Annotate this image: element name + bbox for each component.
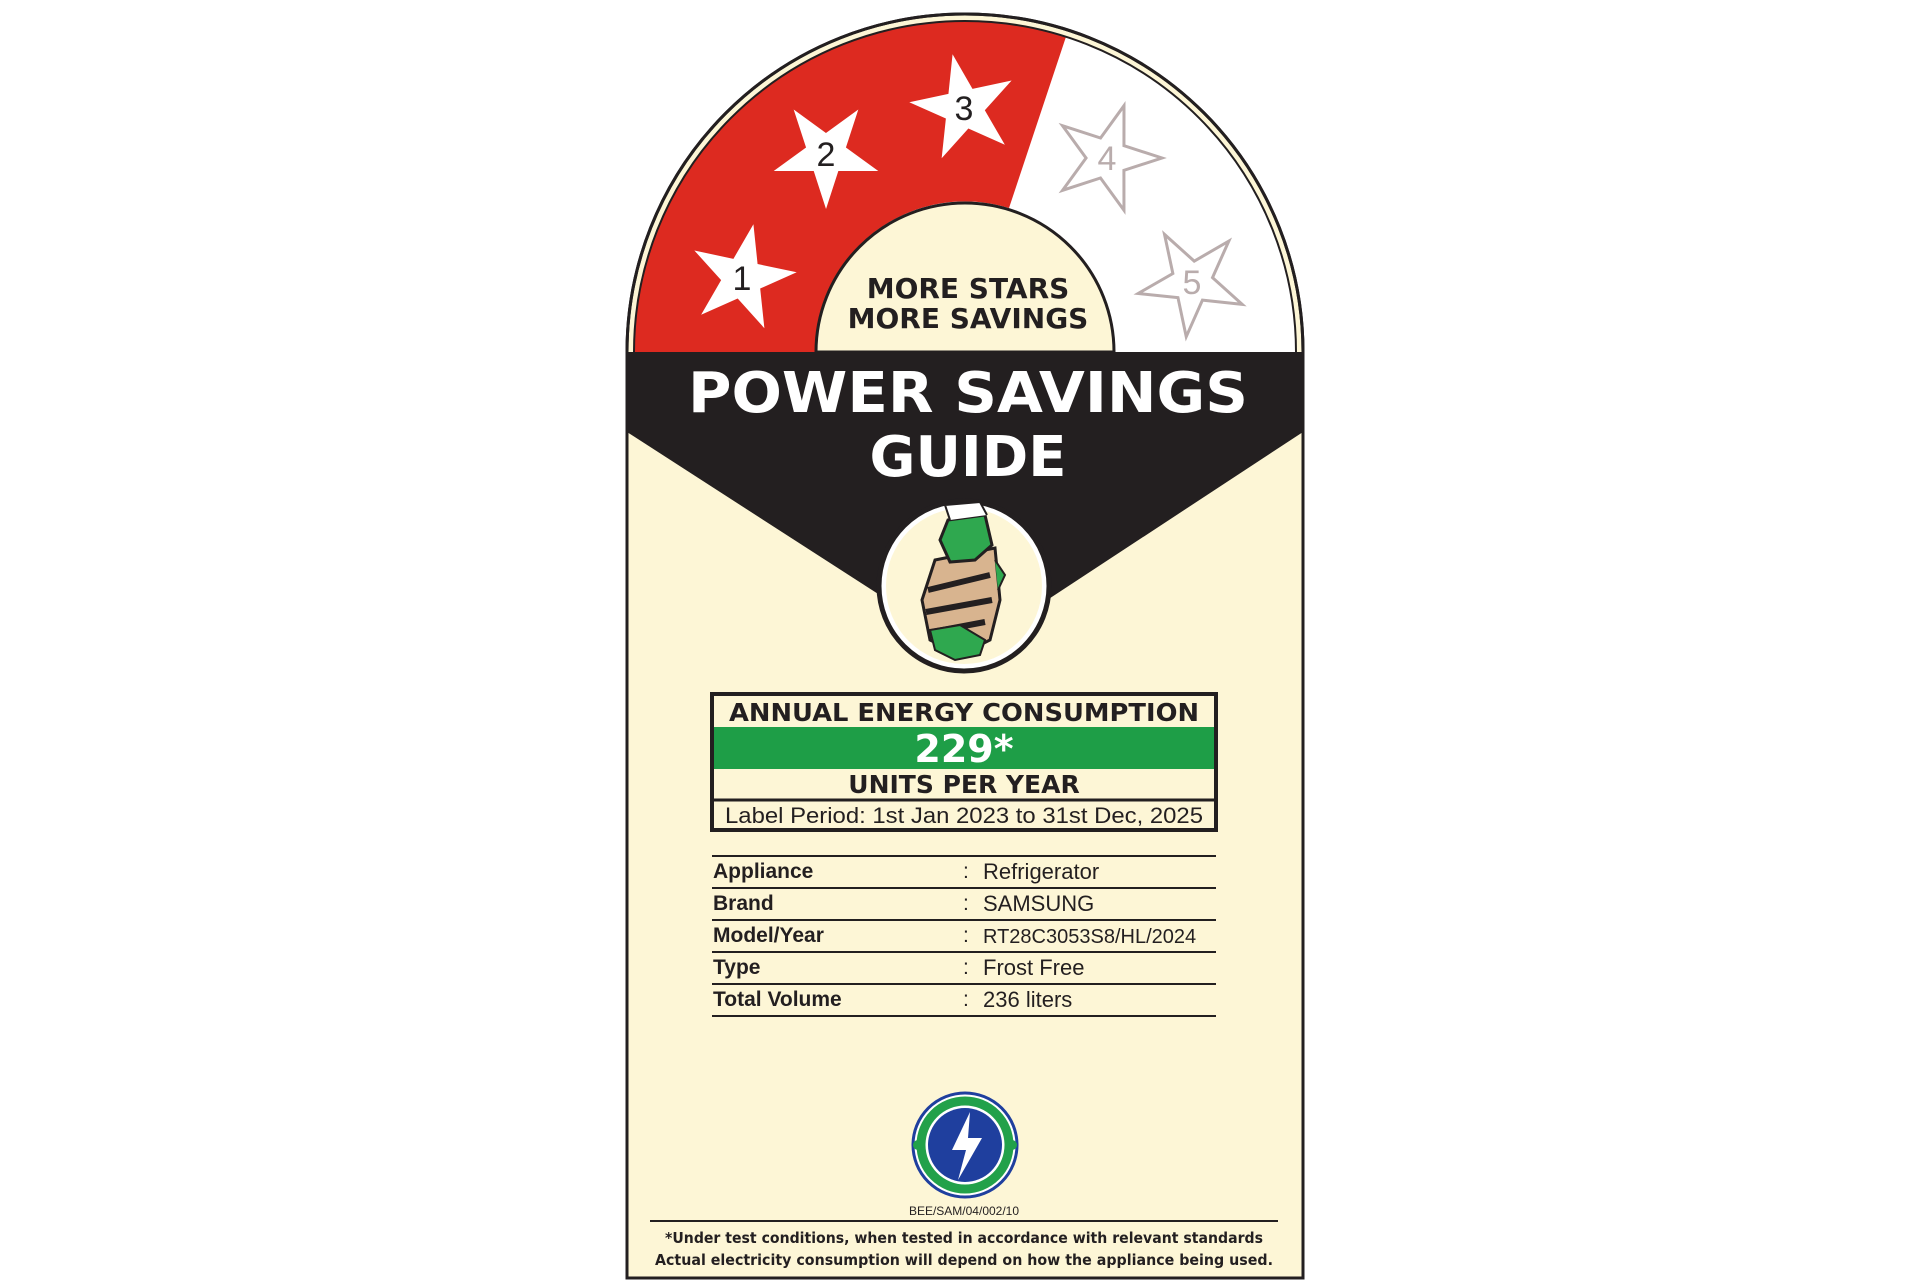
reference-code: BEE/SAM/04/002/10 bbox=[908, 1204, 1020, 1218]
footnote-line1: *Under test conditions, when tested in accordance with relevant standards bbox=[665, 1229, 1264, 1247]
star-3-label: 3 bbox=[954, 90, 974, 128]
title-line1: POWER SAVINGS bbox=[688, 361, 1248, 426]
energy-consumption-box bbox=[712, 694, 1216, 830]
spec-value-brand: SAMSUNG bbox=[983, 891, 1095, 916]
spec-value-total-volume: 236 liters bbox=[983, 987, 1073, 1012]
energy-heading: ANNUAL ENERGY CONSUMPTION bbox=[729, 698, 1199, 727]
star-4-label: 4 bbox=[1097, 140, 1117, 178]
spec-value-model-year: RT28C3053S8/HL/2024 bbox=[983, 926, 1197, 948]
tagline-line2: MORE SAVINGS bbox=[847, 302, 1089, 335]
mascot-emblem-icon bbox=[879, 501, 1049, 671]
spec-sep-total-volume: : bbox=[963, 988, 969, 1011]
spec-sep-type: : bbox=[963, 956, 969, 979]
star-5-label: 5 bbox=[1182, 264, 1202, 302]
spec-key-appliance: Appliance bbox=[713, 860, 814, 883]
energy-units: UNITS PER YEAR bbox=[848, 770, 1080, 799]
spec-key-total-volume: Total Volume bbox=[713, 988, 842, 1011]
title-line2: GUIDE bbox=[869, 425, 1067, 490]
tagline-line1: MORE STARS bbox=[866, 272, 1070, 305]
spec-key-brand: Brand bbox=[713, 892, 774, 915]
spec-key-type: Type bbox=[713, 956, 761, 979]
spec-key-model-year: Model/Year bbox=[713, 924, 824, 947]
spec-sep-brand: : bbox=[963, 892, 969, 915]
star-2-label: 2 bbox=[816, 136, 836, 174]
spec-sep-model-year: : bbox=[963, 924, 969, 947]
star-1-label: 1 bbox=[732, 260, 752, 298]
label-period: Label Period: 1st Jan 2023 to 31st Dec, 2025 bbox=[725, 803, 1203, 828]
spec-value-type: Frost Free bbox=[983, 955, 1085, 980]
bee-logo-icon bbox=[913, 1093, 1017, 1197]
energy-value: 229* bbox=[914, 727, 1014, 771]
spec-value-appliance: Refrigerator bbox=[983, 859, 1100, 884]
spec-sep-appliance: : bbox=[963, 860, 969, 883]
footnote-line2: Actual electricity consumption will depend on how the appliance being used. bbox=[655, 1251, 1273, 1269]
